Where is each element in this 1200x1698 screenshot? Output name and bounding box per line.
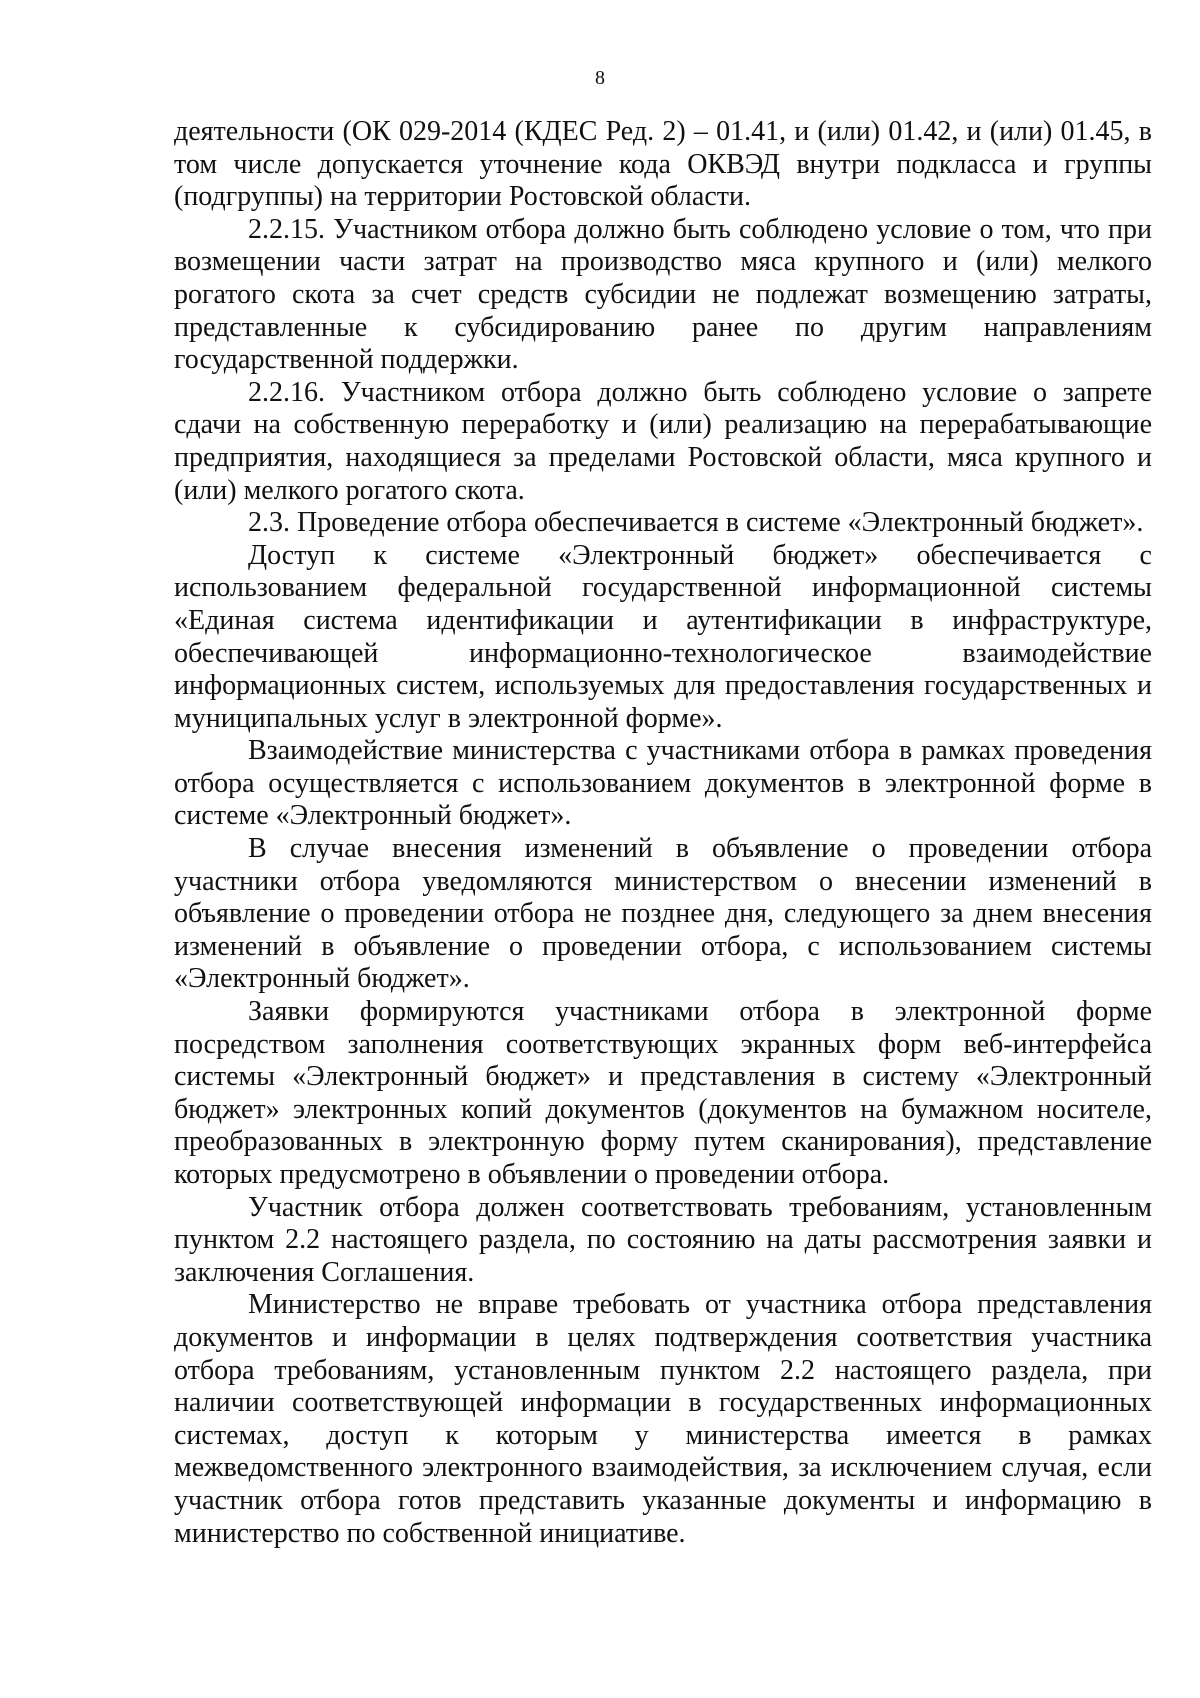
paragraph-2-3: 2.3. Проведение отбора обеспечивается в системе «Электронный бюджет». [248, 507, 1144, 539]
paragraph-ministry-restrictions: Министерство не вправе требовать от участника отбора представления документов и информации в целях подтверждения соответствия участника отбора требованиям, установленным пунктом 2.2 настоящего раздела, при наличии соответствующей информации в государственных информационных системах, доступ к которым у министерства имеется в рамках межведомственного электронного взаимодействия, за исключением случая, если участник отбора готов представить указанные документы и информацию в министерство по собственной инициативе. [174, 1289, 1152, 1549]
paragraph-2-2-16: 2.2.16. Участником отбора должно быть соблюдено условие о запрете сдачи на собственную переработку и (или) реализацию на перерабатывающие предприятия, находящиеся за пределами Ростовской области, мяса крупного и (или) мелкого рогатого скота. [174, 376, 1152, 506]
page-number: 8 [595, 67, 605, 89]
paragraph-announcement-changes: В случае внесения изменений в объявление о проведении отбора участники отбора уведомляются министерством о внесении изменений в объявление о проведении отбора не позднее дня, следующего за днем внесения изменений в объявление о проведении отбора, с использованием системы «Электронный бюджет». [174, 833, 1152, 995]
document-body [174, 116, 1152, 1550]
paragraph-participant-requirements: Участник отбора должен соответствовать требованиям, установленным пунктом 2.2 настоящего раздела, по состоянию на даты рассмотрения заявки и заключения Соглашения. [174, 1191, 1152, 1288]
paragraph-applications: Заявки формируются участниками отбора в электронной форме посредством заполнения соответствующих экранных форм веб-интерфейса системы «Электронный бюджет» и представления в систему «Электронный бюджет» электронных копий документов (документов на бумажном носителе, преобразованных в электронную форму путем сканирования), представление которых предусмотрено в объявлении о проведении отбора. [174, 996, 1152, 1190]
paragraph-2-2-15: 2.2.15. Участником отбора должно быть соблюдено условие о том, что при возмещении части затрат на производство мяса крупного и (или) мелкого рогатого скота за счет средств субсидии не подлежат возмещению затраты, представленные к субсидированию ранее по другим направлениям государственной поддержки. [174, 213, 1152, 376]
paragraph-okved-codes: деятельности (ОК 029-2014 (КДЕС Ред. 2) – 01.41, и (или) 01.42, и (или) 01.45, в том числе допускается уточнение кода ОКВЭД внутри подкласса и группы (подгруппы) на территории Ростовской области. [174, 116, 1152, 213]
paragraph-system-access: Доступ к системе «Электронный бюджет» обеспечивается с использованием федеральной государственной информационной системы «Единая система идентификации и аутентификации в инфраструктуре, обеспечивающей информационно-технологическое взаимодействие информационных систем, используемых для предоставления государственных и муниципальных услуг в электронной форме». [174, 539, 1152, 734]
paragraph-interaction: Взаимодействие министерства с участниками отбора в рамках проведения отбора осуществляется с использованием документов в электронной форме в системе «Электронный бюджет». [174, 735, 1152, 832]
